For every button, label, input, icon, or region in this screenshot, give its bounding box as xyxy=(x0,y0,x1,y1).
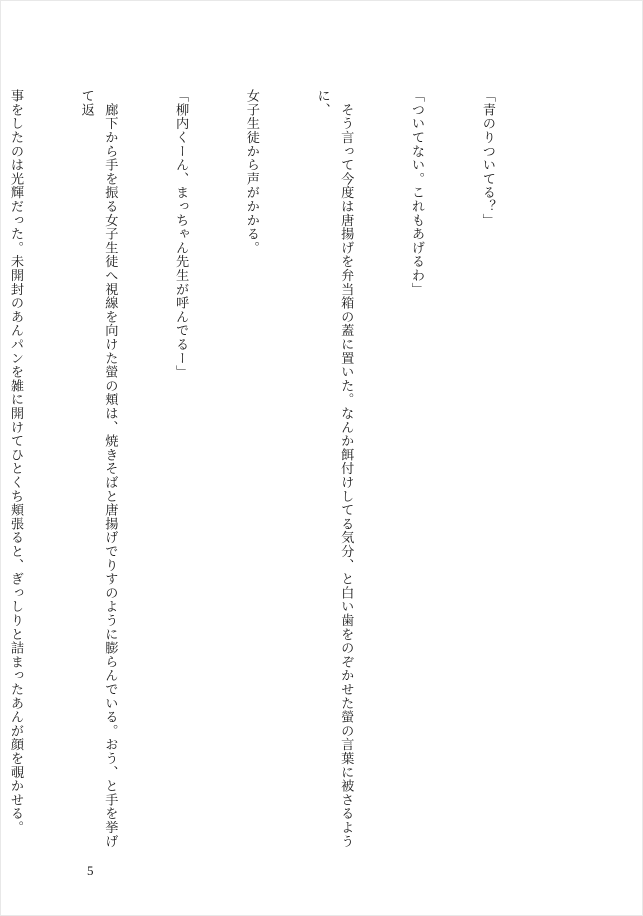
text-line-5: 「柳内くーん、まっちゃん先生が呼んでるー」 xyxy=(173,89,189,379)
text-line-7: 事をしたのは光輝だった。未開封のあんパンを雑に開けてひとくち頬張ると、ぎっしりと詰まったあんが顔を覗かせる。 xyxy=(7,89,23,835)
text-line-1: 「青のりついてる？」 xyxy=(479,89,495,227)
text-line-2: 「ついてない。これもあげるわ」 xyxy=(409,89,425,296)
text-line-4: 女子生徒から声がかかる。 xyxy=(243,89,259,255)
text-line-6: 廊下から手を振る女子生徒へ視線を向けた螢の頬は、焼きそばと唐揚げでりすのように膨らんでいる。おう、と手を挙げて返 xyxy=(78,89,118,848)
page-number: 5 xyxy=(87,863,94,878)
vertical-text-body xyxy=(0,89,546,849)
text-line-3: そう言って今度は唐揚げを弁当箱の蓋に置いた。なんか餌付けしてる気分、と白い歯をのぞかせた螢の言葉に被さるように、 xyxy=(314,89,354,848)
